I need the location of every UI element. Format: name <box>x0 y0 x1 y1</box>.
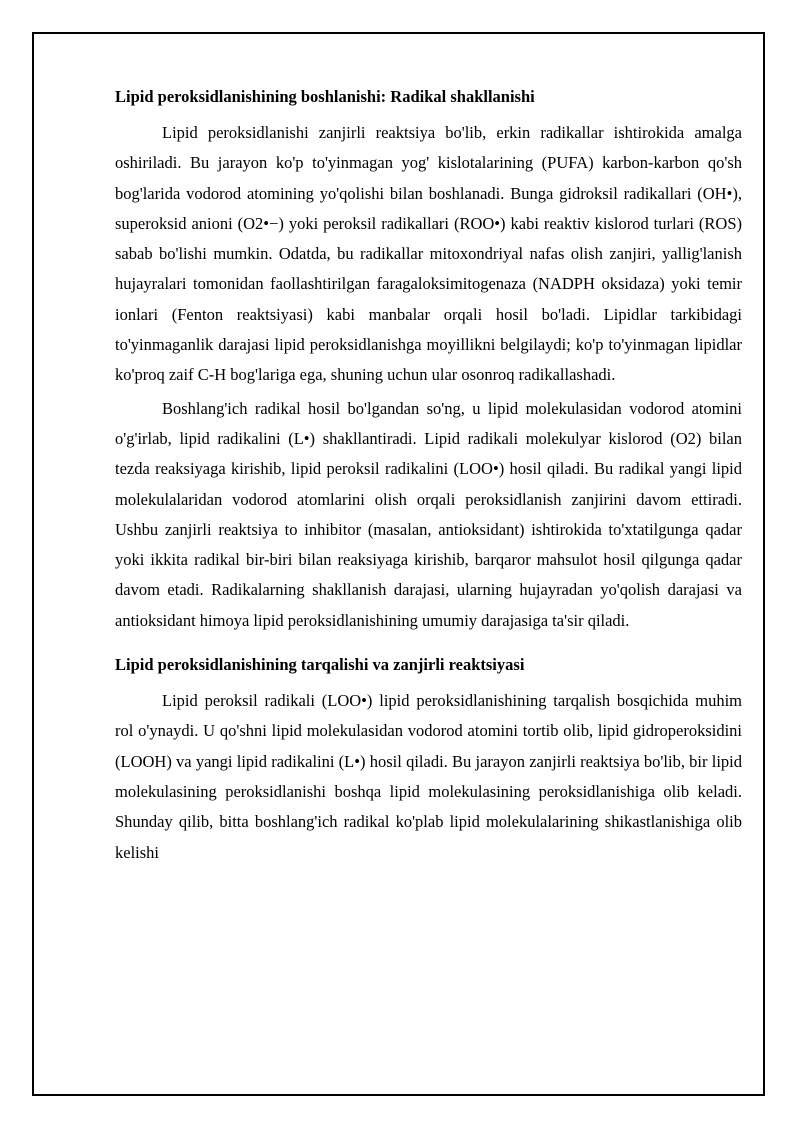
document-body <box>115 82 742 868</box>
section-heading-propagation: Lipid peroksidlanishining tarqalishi va zanjirli reaktsiyasi <box>115 655 525 675</box>
paragraph-lipid-radical: Boshlang'ich radikal hosil bo'lgandan so'ng, u lipid molekulasidan vodorod atomini o'g'irlab, lipid radikalini (L•) shakllantiradi. Lipid radikali molekulyar kislorod (O2) bilan tezda reaksiyaga kirishib, lipid peroksil radikalini (LOO•) hosil qiladi. Bu radikal yangi lipid molekulalaridan vodorod atomlarini olish orqali peroksidlanish zanjirini davom ettiradi. Ushbu zanjirli reaktsiya to inhibitor (masalan, antioksidant) ishtirokida to'xtatilgunga qadar yoki ikkita radikal bir-biri bilan reaksiyaga kirishib, barqaror mahsulot hosil qilgunga qadar davom etadi. Radikalarning shakllanish darajasi, ularning hujayradan yo'qolish darajasi va antioksidant himoya lipid peroksidlanishining umumiy darajasiga ta'sir qiladi. <box>115 398 742 630</box>
section-heading-radical-formation: Lipid peroksidlanishining boshlanishi: Radikal shakllanishi <box>115 87 535 106</box>
paragraph-propagation: Lipid peroksil radikali (LOO•) lipid peroksidlanishining tarqalish bosqichida muhim rol o'ynaydi. U qo'shni lipid molekulasidan vodorod atomini tortib olib, lipid gidroperoksidini (LOOH) va yangi lipid radikalini (L•) hosil qiladi. Bu jarayon zanjirli reaktsiya bo'lib, bir lipid molekulasining peroksidlanishi boshqa lipid molekulasining peroksidlanishiga olib keladi. Shunday qilib, bitta boshlang'ich radikal ko'plab lipid molekulalarining shikastlanishiga olib kelishi <box>115 691 742 862</box>
paragraph-initiation: Lipid peroksidlanishi zanjirli reaktsiya bo'lib, erkin radikallar ishtirokida amalga oshiriladi. Bu jarayon ko'p to'yinmagan yog' kislotalarining (PUFA) karbon-karbon qo'sh bog'larida vodorod atomining yo'qolishi bilan boshlanadi. Bunga gidroksil radikallari (OH•), superoksid anioni (O2•−) yoki peroksil radikallari (ROO•) kabi reaktiv kislorod turlari (ROS) sabab bo'lishi mumkin. Odatda, bu radikallar mitoxondriyal nafas olish zanjiri, yallig'lanish hujayralari tomonidan faollashtirilgan faragaloksimitogenaza (NADPH oksidaza) yoki temir ionlari (Fenton reaktsiyasi) kabi manbalar orqali hosil bo'ladi. Lipidlar tarkibidagi to'yinmaganlik darajasi lipid peroksidlanishga moyillikni belgilaydi; ko'p to'yinmagan lipidlar ko'proq zaif C-H bog'lariga ega, shuning uchun ular osonroq radikallashadi. <box>115 123 742 385</box>
